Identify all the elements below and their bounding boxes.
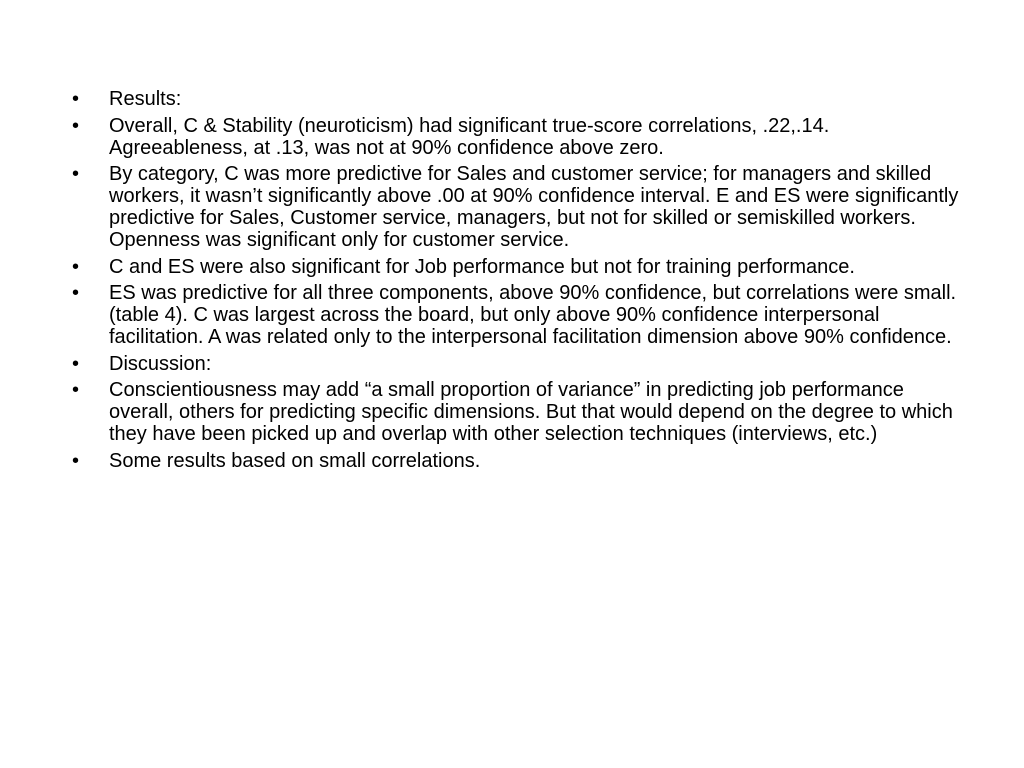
bullet-item-by-category xyxy=(72,163,972,251)
bullet-text: Results: xyxy=(109,88,182,110)
bullet-item-job-performance xyxy=(72,256,972,278)
bullet-item-discussion-heading xyxy=(72,353,972,375)
bullet-item-overall xyxy=(72,115,972,159)
bullet-icon: • xyxy=(72,114,80,137)
bullet-icon: • xyxy=(72,282,80,304)
bullet-icon: • xyxy=(72,255,80,278)
bullet-text: Discussion: xyxy=(109,352,212,375)
bullet-item-small-correlations xyxy=(72,450,972,472)
bullet-text: By category, C was more predictive for Sales and customer service; for managers and skilled workers, it wasn’t significantly above .00 at 90% confidence interval. E and ES were significantly predictive for Sales, Customer service, managers, but not for skilled or semiskilled workers. Openness was significant only for customer service. xyxy=(109,163,959,251)
bullet-text: C and ES were also significant for Job performance but not for training performance. xyxy=(109,255,855,278)
bullet-list xyxy=(72,88,972,476)
bullet-item-results-heading xyxy=(72,88,972,110)
bullet-icon: • xyxy=(72,163,80,185)
bullet-icon: • xyxy=(72,449,80,472)
bullet-item-conscientiousness xyxy=(72,379,972,445)
bullet-text: Overall, C & Stability (neuroticism) had significant true-score correlations, .22,.14. Agreeableness, at .13, was not at 90% confidence above zero. xyxy=(109,114,830,159)
bullet-text: Conscientiousness may add “a small proportion of variance” in predicting job performance overall, others for predicting specific dimensions. But that would depend on the degree to which they have been picked up and overlap with other selection techniques (interviews, etc.) xyxy=(109,379,953,445)
bullet-icon: • xyxy=(72,352,80,375)
bullet-text: Some results based on small correlations. xyxy=(109,449,481,472)
bullet-text: ES was predictive for all three components, above 90% confidence, but correlations were small. (table 4). C was largest across the board, but only above 90% confidence interpersonal facilitation. A was related only to the interpersonal facilitation dimension above 90% confidence. xyxy=(109,282,957,348)
bullet-icon: • xyxy=(72,88,80,110)
bullet-icon: • xyxy=(72,379,80,401)
bullet-item-components xyxy=(72,282,972,348)
